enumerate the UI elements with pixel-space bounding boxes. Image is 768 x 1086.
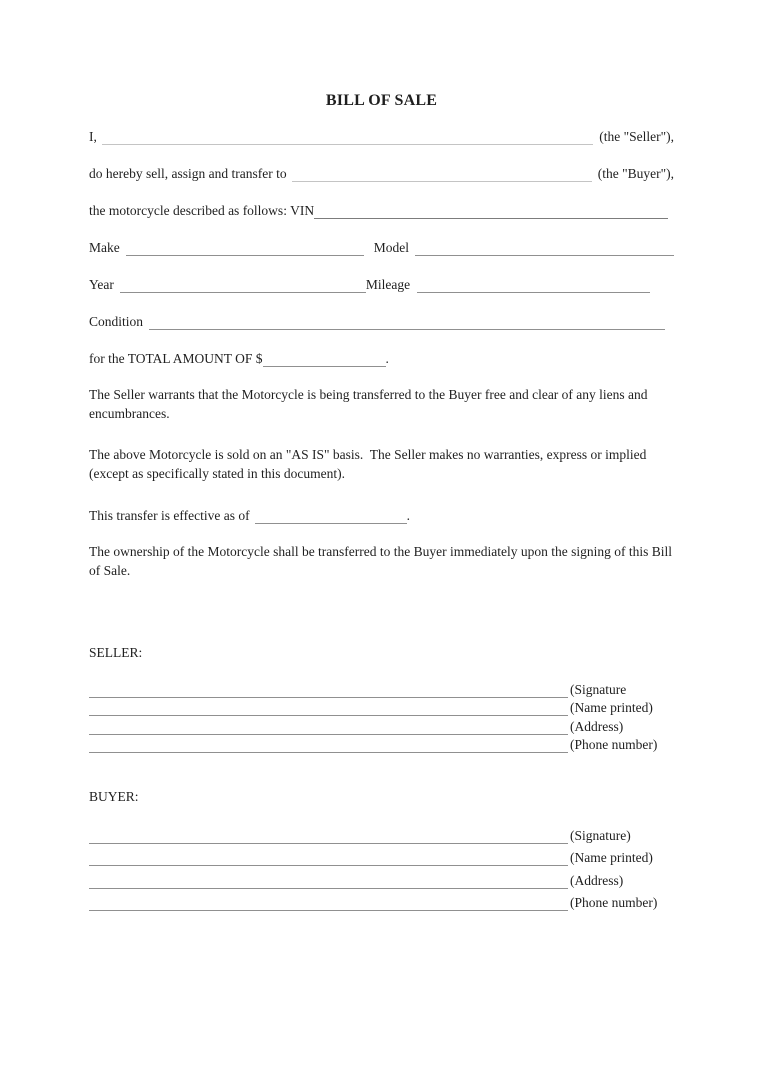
seller-signature-label: (Signature bbox=[570, 681, 627, 697]
seller-signature-blank[interactable] bbox=[89, 681, 568, 698]
effective-date-suffix: . bbox=[406, 508, 410, 523]
seller-name-printed-blank[interactable] bbox=[89, 699, 568, 716]
vin-blank[interactable] bbox=[314, 202, 668, 219]
seller-address-label: (Address) bbox=[570, 718, 624, 734]
total-amount-suffix: . bbox=[385, 351, 389, 366]
buyer-address-label: (Address) bbox=[570, 872, 624, 888]
as-is-paragraph: The above Motorcycle is sold on an "AS IS" basis. The Seller makes no warranties, express or implied (except as specifically stated in this document). bbox=[89, 447, 650, 481]
mileage-blank[interactable] bbox=[417, 276, 650, 293]
year-mileage-line bbox=[89, 275, 674, 294]
seller-name-printed-label: (Name printed) bbox=[570, 700, 653, 715]
seller-intro-prefix: I, bbox=[89, 129, 97, 144]
buyer-name-printed-blank[interactable] bbox=[89, 849, 568, 866]
make-blank[interactable] bbox=[126, 239, 364, 256]
buyer-name-printed-row bbox=[89, 844, 674, 867]
total-amount-line bbox=[89, 349, 674, 368]
buyer-signature-blank[interactable] bbox=[89, 827, 568, 844]
total-amount-prefix: for the TOTAL AMOUNT OF $ bbox=[89, 351, 263, 366]
bill-of-sale-document bbox=[89, 92, 674, 911]
seller-address-row bbox=[89, 716, 674, 735]
model-label: Model bbox=[373, 240, 409, 255]
condition-label: Condition bbox=[89, 314, 144, 329]
buyer-signature-block bbox=[89, 821, 674, 911]
seller-intro-line bbox=[89, 127, 674, 146]
buyer-name-printed-label: (Name printed) bbox=[570, 850, 653, 865]
seller-name-blank[interactable] bbox=[102, 128, 593, 145]
year-blank[interactable] bbox=[120, 276, 366, 293]
seller-phone-label: (Phone number) bbox=[570, 737, 658, 752]
seller-signature-row bbox=[89, 679, 674, 698]
seller-section-heading: SELLER: bbox=[89, 645, 143, 660]
seller-phone-blank[interactable] bbox=[89, 736, 568, 753]
spacer bbox=[89, 603, 674, 644]
ownership-paragraph: The ownership of the Motorcycle shall be transferred to the Buyer immediately upon the signing of this Bill of Sale. bbox=[89, 544, 676, 578]
buyer-name-blank[interactable] bbox=[292, 165, 592, 182]
condition-line bbox=[89, 312, 674, 331]
buyer-phone-label: (Phone number) bbox=[570, 895, 658, 910]
buyer-signature-label: (Signature) bbox=[570, 827, 631, 843]
effective-date-blank[interactable] bbox=[255, 507, 407, 524]
make-label: Make bbox=[89, 240, 120, 255]
total-amount-blank[interactable] bbox=[263, 350, 386, 367]
buyer-intro-prefix: do hereby sell, assign and transfer to bbox=[89, 166, 287, 181]
make-model-line bbox=[89, 238, 674, 257]
vin-line bbox=[89, 201, 674, 220]
seller-address-blank[interactable] bbox=[89, 718, 568, 735]
seller-signature-block bbox=[89, 679, 674, 753]
page-title: BILL OF SALE bbox=[325, 92, 438, 109]
mileage-label: Mileage bbox=[365, 277, 411, 292]
effective-date-prefix: This transfer is effective as of bbox=[89, 508, 250, 523]
buyer-intro-line bbox=[89, 164, 674, 183]
buyer-intro-suffix: (the "Buyer"), bbox=[597, 166, 674, 181]
seller-phone-row bbox=[89, 735, 674, 754]
condition-blank[interactable] bbox=[149, 313, 665, 330]
buyer-address-row bbox=[89, 866, 674, 889]
vin-prefix: the motorcycle described as follows: VIN bbox=[89, 203, 315, 218]
model-blank[interactable] bbox=[415, 239, 674, 256]
warranty-paragraph: The Seller warrants that the Motorcycle is being transferred to the Buyer free and clear of any liens and encumbrances. bbox=[89, 387, 651, 421]
seller-intro-suffix: (the "Seller"), bbox=[599, 129, 674, 144]
buyer-phone-row bbox=[89, 889, 674, 912]
buyer-signature-row bbox=[89, 821, 674, 844]
year-label: Year bbox=[89, 277, 114, 292]
effective-date-line bbox=[89, 506, 674, 525]
buyer-address-blank[interactable] bbox=[89, 872, 568, 889]
buyer-section-heading: BUYER: bbox=[89, 789, 139, 804]
seller-name-printed-row bbox=[89, 698, 674, 717]
buyer-phone-blank[interactable] bbox=[89, 894, 568, 911]
spacer bbox=[89, 753, 674, 788]
